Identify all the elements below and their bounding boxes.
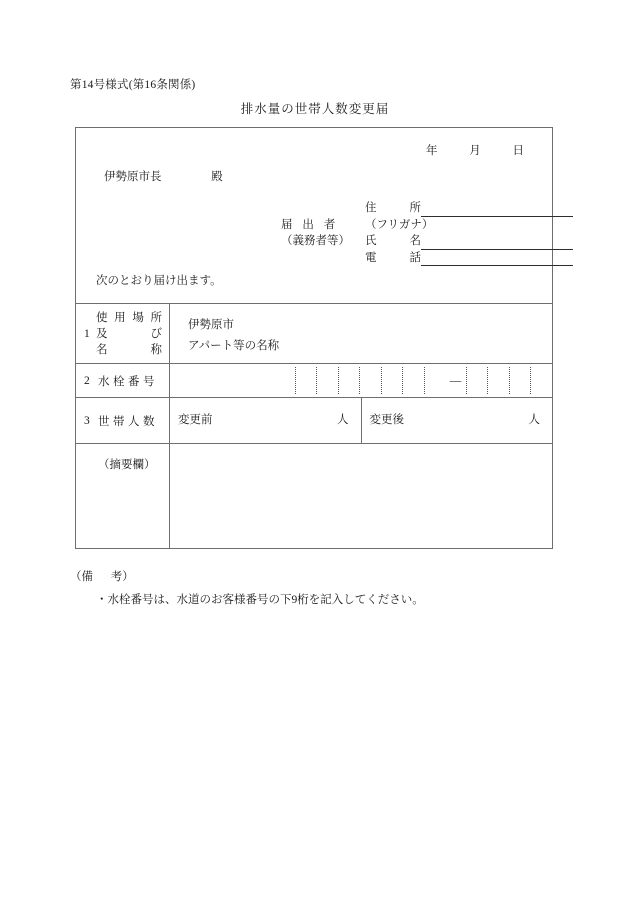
address-label-a: 住 (365, 202, 377, 214)
usage-place-city: 伊勢原市 (188, 319, 234, 331)
phone-label-b: 話 (409, 251, 421, 264)
ul2d: び (150, 327, 162, 340)
household-before-unit: 人 (337, 414, 349, 426)
remarks-label: （摘要欄） (98, 459, 156, 471)
faucet-digit-box[interactable] (359, 367, 381, 394)
household-before-cell[interactable] (170, 398, 361, 444)
address-input-rule[interactable] (421, 202, 573, 217)
household-row-number: 3 (84, 414, 90, 427)
usage-place-label-line2 (96, 326, 162, 342)
phone-input-rule[interactable] (421, 251, 573, 266)
submitter-label-line1: 届 出 者 (281, 218, 339, 231)
notes-heading-a: （備 (70, 571, 93, 583)
faucet-digit-box[interactable] (338, 367, 360, 394)
table-row-household-count (76, 397, 552, 443)
furigana-input-rule[interactable] (421, 219, 573, 233)
ul2a: 及 (96, 327, 108, 340)
faucet-digit-box[interactable] (424, 367, 446, 394)
household-after-label: 変更後 (369, 414, 404, 426)
submitter-block (281, 200, 573, 266)
field-row-phone (365, 250, 573, 267)
address-label-b: 所 (409, 202, 421, 214)
faucet-row-number: 2 (84, 374, 90, 387)
usage-place-label-lines (96, 310, 162, 358)
usage-place-number: 1 (84, 327, 90, 340)
faucet-digit-box[interactable] (274, 367, 295, 394)
ul1d: 所 (150, 311, 162, 324)
faucet-digit-box[interactable] (530, 367, 552, 394)
faucet-digit-box[interactable] (509, 367, 531, 394)
ul1b: 用 (114, 311, 126, 324)
phone-label (365, 250, 421, 267)
table-row-faucet-number (76, 363, 552, 397)
faucet-digit-box[interactable] (295, 367, 317, 394)
submitter-label (281, 200, 365, 250)
name-label (365, 233, 421, 250)
faucet-digit-box[interactable] (487, 367, 509, 394)
table-row-remarks (76, 443, 552, 548)
ul3a: 名 (96, 343, 108, 356)
field-row-name (365, 233, 573, 250)
date-day-label: 日 (512, 145, 524, 157)
address-label (365, 200, 421, 217)
submitter-fields (365, 200, 573, 266)
remarks-value-cell[interactable] (170, 444, 552, 548)
household-count-label-cell (76, 398, 170, 443)
date-year-label: 年 (426, 145, 438, 157)
date-month-label: 月 (469, 145, 481, 157)
page-title: 排水量の世帯人数変更届 (240, 102, 390, 116)
notes-heading (70, 568, 424, 584)
furigana-label: （フリガナ） (365, 218, 434, 231)
notes-item: ・水栓番号は、水道のお客様番号の下9桁を記入してください。 (96, 594, 424, 606)
usage-place-value-cell[interactable] (170, 304, 552, 363)
usage-place-text (188, 315, 279, 357)
faucet-number-label: 水栓番号 (98, 375, 158, 388)
household-count-value-cell (170, 398, 552, 443)
form-header-section (76, 128, 552, 303)
ul3d: 称 (150, 343, 162, 356)
faucet-separator: — (449, 374, 462, 387)
ul1a: 使 (96, 311, 108, 324)
form-outer-box (75, 127, 553, 549)
household-after-unit: 人 (528, 414, 540, 426)
addressee-line (104, 168, 223, 184)
household-count-label: 世帯人数 (98, 415, 158, 428)
addressee-honorific: 殿 (211, 171, 223, 183)
household-before-label: 変更前 (178, 414, 213, 426)
name-label-a: 氏 (365, 235, 377, 247)
footer-notes (70, 568, 424, 607)
submitter-label-line2: （義務者等） (281, 235, 350, 247)
declaration-text: 次のとおり届け出ます。 (96, 275, 222, 287)
field-row-address (365, 200, 573, 217)
ul1c: 場 (132, 311, 144, 324)
faucet-number-value-cell (170, 364, 552, 397)
addressee-name: 伊勢原市長 (104, 171, 162, 183)
form-number: 第14号様式(第16条関係) (70, 79, 196, 91)
date-line (426, 142, 524, 158)
faucet-digit-box[interactable] (316, 367, 338, 394)
usage-place-label-line1 (96, 310, 162, 326)
name-label-b: 名 (409, 235, 421, 247)
notes-heading-b: 考） (110, 571, 134, 583)
table-row-usage-place (76, 303, 552, 363)
faucet-number-label-cell (76, 364, 170, 397)
name-input-rule[interactable] (421, 235, 573, 250)
phone-label-a: 電 (365, 251, 377, 264)
usage-place-label-line3 (96, 342, 162, 358)
usage-place-label-cell (76, 304, 170, 363)
faucet-digit-strip (274, 367, 552, 394)
remarks-label-cell (76, 444, 170, 548)
household-after-cell[interactable] (361, 398, 553, 444)
faucet-digit-box[interactable] (381, 367, 403, 394)
field-row-furigana (365, 217, 573, 234)
usage-place-building: アパート等の名称 (188, 340, 280, 352)
faucet-digit-box[interactable] (402, 367, 424, 394)
faucet-digit-box[interactable] (466, 367, 488, 394)
